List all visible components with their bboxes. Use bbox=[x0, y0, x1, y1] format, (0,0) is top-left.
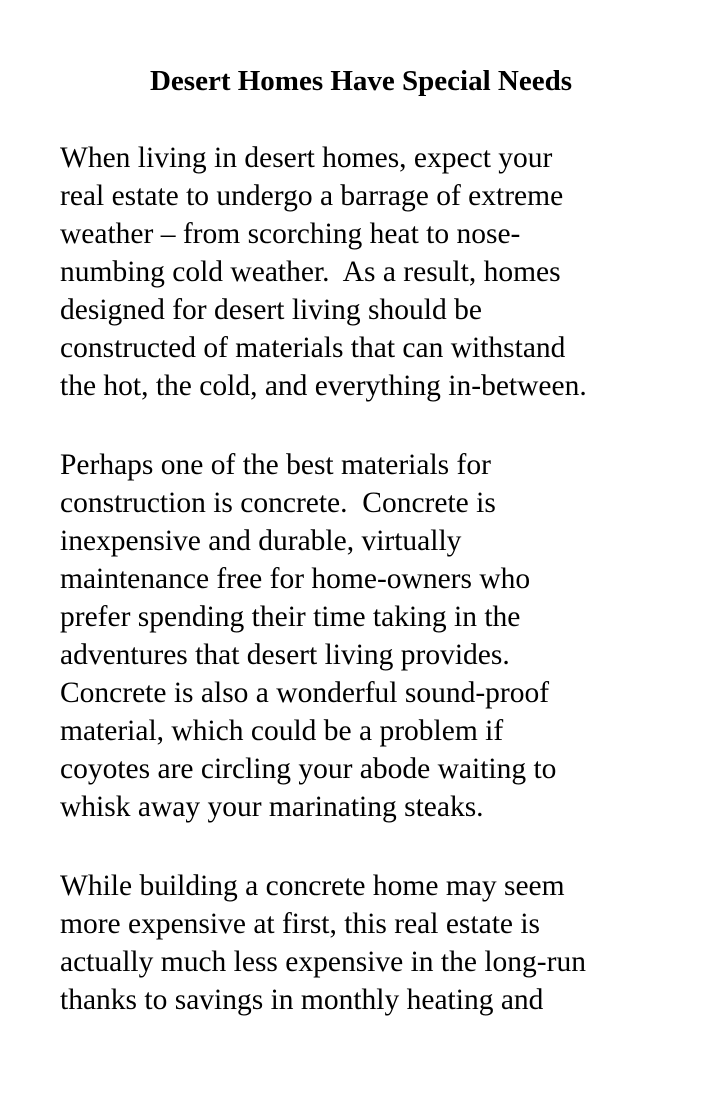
paragraph-2-line-7: Concrete is also a wonderful sound-proof bbox=[60, 677, 550, 709]
paragraph-2-line-1: Perhaps one of the best materials for bbox=[60, 449, 491, 481]
paragraph-2-line-10: whisk away your marinating steaks. bbox=[60, 791, 484, 823]
paragraph-3-line-2: more expensive at first, this real estate is bbox=[60, 908, 541, 940]
paragraph-2-line-8: material, which could be a problem if bbox=[60, 715, 504, 747]
paragraph-2-line-6: adventures that desert living provides. bbox=[60, 639, 510, 671]
paragraph-2-line-9: coyotes are circling your abode waiting to bbox=[60, 753, 557, 785]
paragraph-1-line-1: When living in desert homes, expect your bbox=[60, 142, 553, 174]
paragraph-1-line-2: real estate to undergo a barrage of extreme bbox=[60, 180, 564, 212]
paragraph-3-line-3: actually much less expensive in the long-run bbox=[60, 946, 586, 978]
paragraph-2-line-3: inexpensive and durable, virtually bbox=[60, 525, 462, 557]
paragraph-1-line-6: constructed of materials that can withstand bbox=[60, 332, 566, 364]
document-title-text: Desert Homes Have Special Needs bbox=[149, 65, 572, 97]
paragraph-3-line-4: thanks to savings in monthly heating and bbox=[60, 984, 544, 1016]
document-title bbox=[0, 63, 728, 99]
paragraph-2-line-4: maintenance free for home-owners who bbox=[60, 563, 531, 595]
paragraph-1-line-5: designed for desert living should be bbox=[60, 294, 482, 326]
paragraph-1-line-4: numbing cold weather. As a result, homes bbox=[60, 256, 561, 288]
paragraph-1-line-3: weather – from scorching heat to nose- bbox=[60, 218, 521, 250]
paragraph-2-line-2: construction is concrete. Concrete is bbox=[60, 487, 496, 519]
paragraph-2-line-5: prefer spending their time taking in the bbox=[60, 601, 521, 633]
paragraph-3-line-1: While building a concrete home may seem bbox=[60, 870, 565, 902]
paragraph-1-line-7: the hot, the cold, and everything in-between. bbox=[60, 370, 587, 402]
